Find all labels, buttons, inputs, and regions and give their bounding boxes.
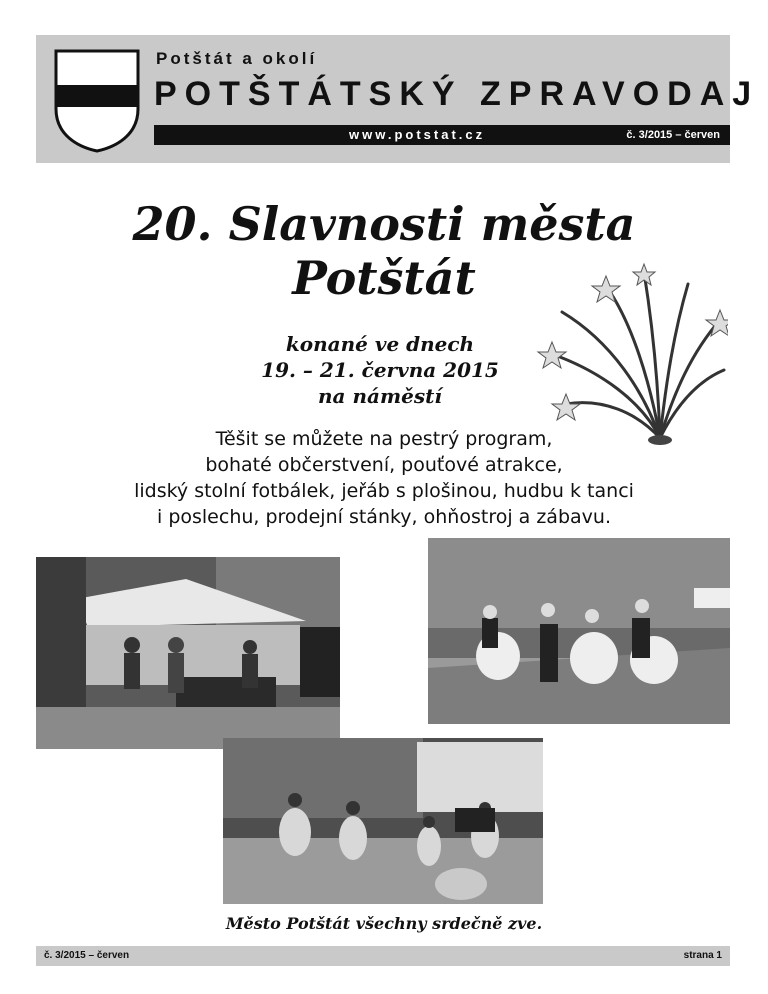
description-line-1: Těšit se můžete na pestrý program,	[215, 428, 553, 450]
description-line-2: bohaté občerstvení, pouťové atrakce,	[205, 454, 563, 476]
newsletter-title: POTŠTÁTSKÝ ZPRAVODAJ	[154, 75, 760, 113]
children-dance-photo	[223, 738, 543, 904]
dates-line-2: 19. – 21. června 2015	[261, 358, 499, 382]
band-stage-photo	[36, 557, 340, 749]
website-url[interactable]: www.potstat.cz	[349, 127, 486, 142]
footer-issue: č. 3/2015 – červen	[44, 950, 130, 961]
description-line-3: lidský stolní fotbálek, jeřáb s plošinou, hudbu k tanci	[134, 480, 634, 502]
newsletter-subtitle: Potštát a okolí	[156, 49, 318, 68]
issue-number: č. 3/2015 – červen	[626, 129, 720, 141]
dates-line-1: konané ve dnech	[285, 332, 475, 356]
town-coat-of-arms	[54, 49, 140, 153]
folk-dance-photo	[428, 538, 730, 724]
masthead	[36, 35, 760, 163]
fireworks-illustration	[532, 262, 728, 448]
masthead-bar	[154, 125, 730, 145]
headline-line-2: Potštát	[292, 251, 476, 305]
page-number: strana 1	[683, 950, 722, 961]
headline-line-1: 20. Slavnosti města	[132, 197, 636, 251]
invitation-text: Město Potštát všechny srdečně zve.	[225, 914, 543, 933]
dates-line-3: na náměstí	[318, 384, 442, 408]
description-line-4: i poslechu, prodejní stánky, ohňostroj a zábavu.	[157, 506, 611, 528]
page-footer	[36, 946, 730, 966]
